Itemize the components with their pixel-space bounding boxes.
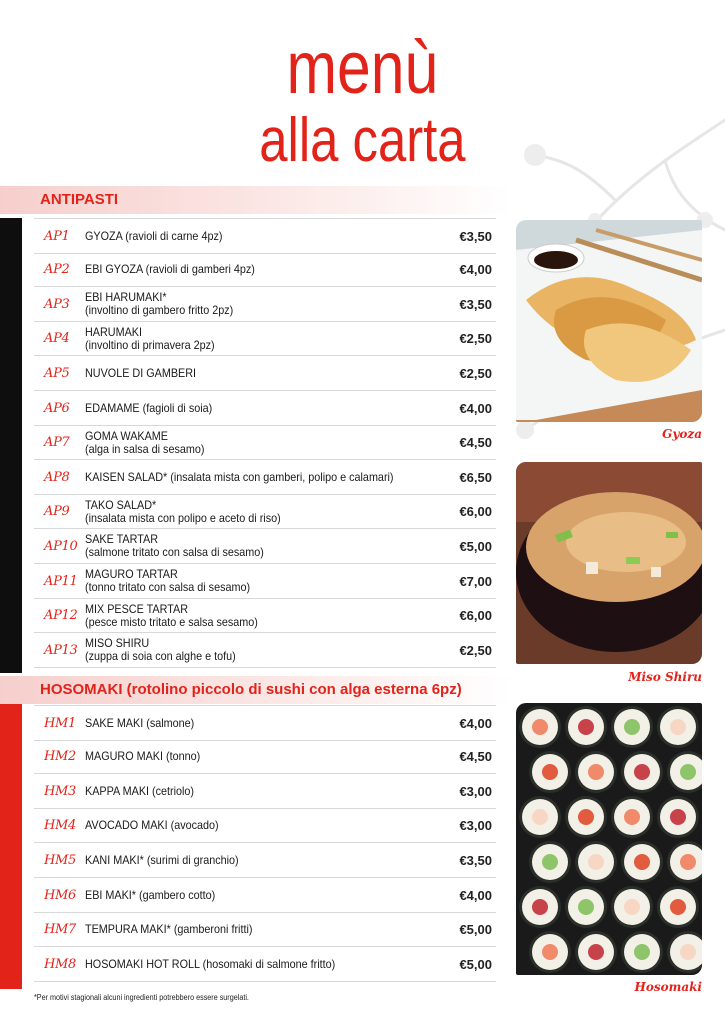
item-name [85, 843, 405, 877]
item-name [85, 253, 405, 287]
sushi-piece [657, 796, 699, 838]
item-title: EBI HARUMAKI* [85, 290, 167, 305]
sushi-piece [621, 841, 663, 883]
antipasti-title: ANTIPASTI [40, 191, 119, 208]
hosomaki-caption: Hosomaki [634, 980, 702, 994]
item-name [85, 495, 405, 529]
item-price: €4,50 [459, 749, 492, 765]
item-name [85, 356, 405, 390]
item-title: MAGURO TARTAR [85, 567, 178, 581]
item-price: €3,50 [459, 228, 492, 244]
gyoza-caption: Gyoza [662, 427, 702, 441]
item-code: AP12 [44, 608, 78, 624]
item-name [85, 947, 405, 981]
item-name [85, 633, 405, 667]
sushi-piece [611, 886, 653, 928]
item-code: HM8 [44, 956, 77, 972]
item-name [85, 219, 405, 253]
sushi-piece [529, 751, 571, 793]
menu-item-row [34, 599, 496, 634]
item-code: HM1 [44, 715, 77, 731]
item-name [85, 913, 405, 947]
item-code: HM6 [44, 887, 77, 903]
item-code: AP10 [44, 538, 78, 554]
item-price: €4,00 [459, 400, 492, 416]
sushi-piece [529, 931, 571, 973]
menu-item-row [34, 287, 496, 322]
menu-item-row [34, 705, 496, 741]
item-code: HM3 [44, 783, 77, 799]
item-description: (insalata mista con polipo e aceto di riso) [85, 510, 281, 525]
sushi-piece [565, 706, 607, 748]
item-code: HM2 [44, 749, 77, 765]
item-code: AP9 [44, 504, 70, 520]
item-price: €5,00 [459, 538, 492, 554]
sushi-piece [621, 931, 663, 973]
item-code: AP2 [44, 262, 70, 278]
sushi-piece [657, 886, 699, 928]
menu-item-row [34, 774, 496, 809]
miso-shiru-photo [516, 462, 702, 664]
item-name [85, 564, 405, 598]
sushi-piece [575, 841, 617, 883]
item-price: €6,00 [459, 504, 492, 520]
item-name [85, 774, 405, 808]
menu-item-row [34, 947, 496, 982]
menu-item-row [34, 633, 496, 668]
item-code: AP5 [44, 365, 70, 381]
menu-item-row [34, 878, 496, 913]
item-name [85, 391, 405, 425]
hosomaki-title: HOSOMAKI (rotolino piccolo di sushi con alga esterna 6pz) [40, 681, 462, 698]
item-title: EBI MAKI* (gambero cotto) [85, 887, 216, 902]
item-price: €3,00 [459, 783, 492, 799]
item-title: AVOCADO MAKI (avocado) [85, 818, 219, 833]
item-name [85, 529, 405, 563]
item-title: HARUMAKI [85, 324, 143, 339]
sushi-piece [519, 706, 561, 748]
item-code: AP8 [44, 469, 70, 485]
item-title: GOMA WAKAME [85, 428, 169, 443]
sushi-piece [611, 796, 653, 838]
menu-item-row [34, 564, 496, 599]
item-title: TAKO SALAD* [85, 497, 157, 512]
item-code: HM7 [44, 922, 77, 938]
menu-item-row [34, 843, 496, 878]
item-code: AP6 [44, 400, 70, 416]
item-code: HM4 [44, 818, 77, 834]
menu-item-row [34, 356, 496, 391]
item-name [85, 706, 405, 740]
item-code: AP13 [44, 642, 78, 658]
item-description: (involtino di gambero fritto 2pz) [85, 303, 234, 318]
menu-item-row [34, 495, 496, 530]
sushi-piece [529, 841, 571, 883]
item-price: €4,00 [459, 715, 492, 731]
item-title: KAPPA MAKI (cetriolo) [85, 783, 195, 798]
item-price: €2,50 [459, 331, 492, 347]
item-title: EDAMAME (fagioli di soia) [85, 400, 213, 415]
item-price: €5,00 [459, 922, 492, 938]
footnote: *Per motivi stagionali alcuni ingredienti potrebbero essere surgelati. [34, 993, 249, 1002]
item-description: (zuppa di soia con alghe e tofu) [85, 649, 236, 664]
item-description: (alga in salsa di sesamo) [85, 441, 205, 456]
sushi-piece [657, 706, 699, 748]
item-title: KAISEN SALAD* (insalata mista con gamberi, polipo e calamari) [85, 469, 394, 484]
item-price: €6,50 [459, 469, 492, 485]
item-title: SAKE TARTAR [85, 532, 159, 547]
item-code: AP1 [44, 228, 70, 244]
item-title: KANI MAKI* (surimi di granchio) [85, 852, 239, 867]
item-title: HOSOMAKI HOT ROLL (hosomaki di salmone fritto) [85, 956, 336, 971]
item-name [85, 740, 405, 774]
item-price: €2,50 [459, 642, 492, 658]
item-name [85, 287, 405, 321]
menu-item-row [34, 391, 496, 426]
section-side-bar [0, 701, 22, 989]
hosomaki-photo [516, 703, 702, 975]
menu-item-row [34, 809, 496, 844]
menu-item-row [34, 322, 496, 357]
menu-item-row [34, 218, 496, 254]
item-price: €5,00 [459, 956, 492, 972]
item-title: MISO SHIRU [85, 636, 150, 651]
item-title: GYOZA (ravioli di carne 4pz) [85, 228, 223, 243]
item-price: €3,50 [459, 296, 492, 312]
item-description: (tonno tritato con salsa di sesamo) [85, 580, 251, 594]
miso-shiru-caption: Miso Shiru [628, 670, 702, 684]
item-price: €4,00 [459, 887, 492, 903]
sushi-piece [575, 751, 617, 793]
menu-title: menù [286, 26, 439, 109]
item-price: €3,00 [459, 818, 492, 834]
menu-item-row [34, 426, 496, 461]
menu-subtitle: alla carta [259, 106, 466, 175]
item-title: EBI GYOZA (ravioli di gamberi 4pz) [85, 262, 255, 277]
item-title: MIX PESCE TARTAR [85, 601, 189, 616]
item-title: NUVOLE DI GAMBERI [85, 365, 197, 380]
item-price: €2,50 [459, 365, 492, 381]
item-price: €4,00 [459, 262, 492, 278]
menu-item-row [34, 913, 496, 948]
item-description: (salmone tritato con salsa di sesamo) [85, 545, 264, 560]
item-description: (involtino di primavera 2pz) [85, 337, 215, 352]
item-name [85, 599, 405, 633]
item-price: €6,00 [459, 608, 492, 624]
item-name [85, 426, 405, 460]
item-price: €7,00 [459, 573, 492, 589]
item-name [85, 809, 405, 843]
item-price: €4,50 [459, 435, 492, 451]
menu-item-row [34, 740, 496, 775]
sushi-piece [621, 751, 663, 793]
item-code: AP11 [44, 573, 78, 589]
item-description: (pesce misto tritato e salsa sesamo) [85, 614, 258, 629]
sushi-piece [519, 796, 561, 838]
item-name [85, 322, 405, 356]
sushi-piece [519, 886, 561, 928]
item-code: AP7 [44, 435, 70, 451]
menu-item-row [34, 529, 496, 564]
item-name [85, 878, 405, 912]
item-title: SAKE MAKI (salmone) [85, 715, 195, 730]
menu-item-row [34, 253, 496, 288]
section-side-bar [0, 218, 22, 673]
item-name [85, 460, 405, 494]
sushi-piece [565, 796, 607, 838]
sushi-piece [611, 706, 653, 748]
item-code: AP4 [44, 331, 70, 347]
gyoza-photo [516, 220, 702, 422]
item-price: €3,50 [459, 852, 492, 868]
sushi-piece [575, 931, 617, 973]
item-code: AP3 [44, 296, 70, 312]
item-code: HM5 [44, 852, 77, 868]
item-title: TEMPURA MAKI* (gamberoni fritti) [85, 922, 253, 937]
menu-item-row [34, 460, 496, 495]
item-title: MAGURO MAKI (tonno) [85, 749, 201, 764]
sushi-piece [565, 886, 607, 928]
